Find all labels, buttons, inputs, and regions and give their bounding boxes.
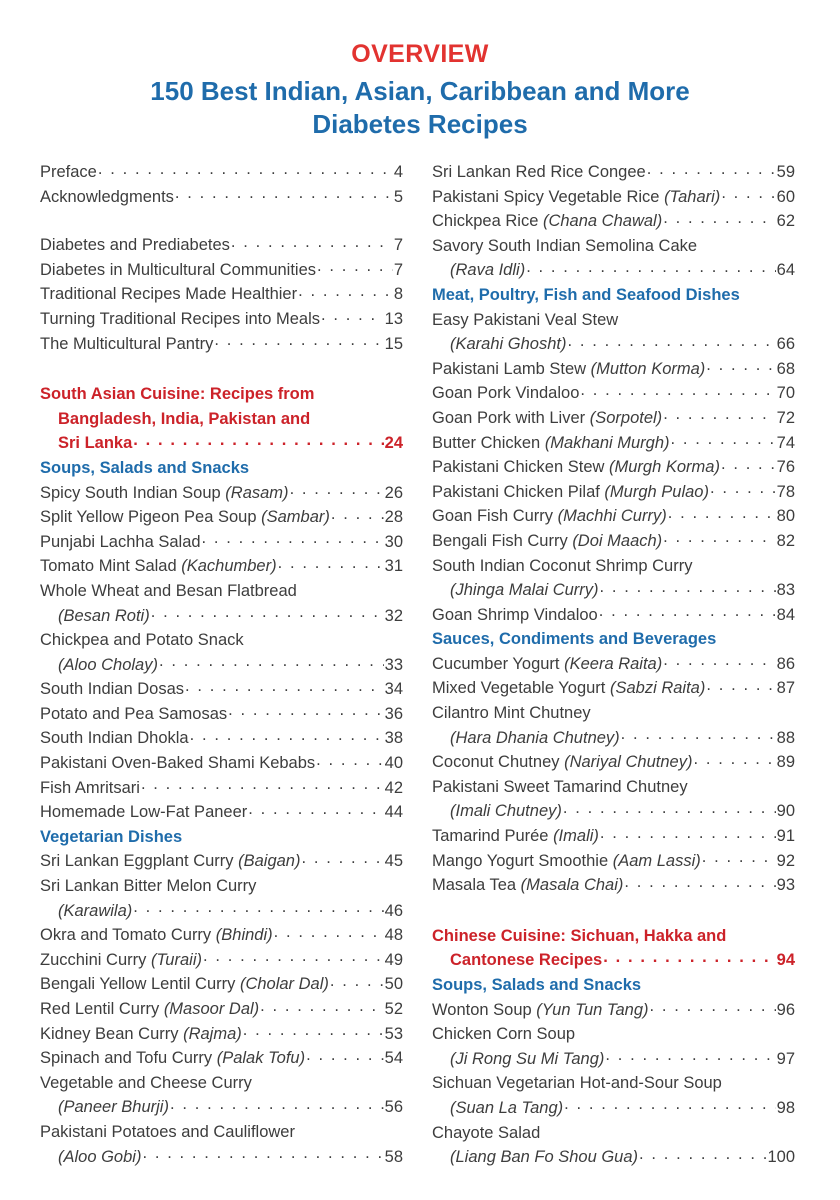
toc-entry-native-name: (Paneer Bhurji) xyxy=(58,1098,169,1117)
toc-entry[interactable] xyxy=(40,332,403,357)
toc-entry-continuation[interactable] xyxy=(432,1096,795,1121)
page-number: 49 xyxy=(384,950,403,969)
section-heading-chinese[interactable] xyxy=(432,924,795,973)
toc-entry-title: Goan Pork Vindaloo xyxy=(432,384,580,403)
toc-entry-title: Red Lentil Curry xyxy=(40,1000,164,1018)
leader-dots xyxy=(668,505,776,522)
toc-entry-title[interactable]: Chayote Salad xyxy=(432,1123,541,1142)
toc-entry[interactable] xyxy=(432,381,795,406)
toc-entry-continuation[interactable] xyxy=(40,604,403,629)
toc-entry-title: Tomato Mint Salad xyxy=(40,557,182,576)
page-number: 87 xyxy=(776,679,795,698)
toc-entry-native-name: (Masoor Dal) xyxy=(163,1000,260,1018)
page-number: 34 xyxy=(384,680,403,699)
leader-dots xyxy=(190,727,384,744)
leader-dots xyxy=(706,357,775,374)
toc-entry-title: Okra and Tomato Curry xyxy=(40,926,216,945)
toc-entry[interactable] xyxy=(432,873,795,898)
toc-entry-native-name: (Imali Chutney) xyxy=(450,802,562,821)
page-number: 96 xyxy=(776,1000,795,1019)
page-number: 59 xyxy=(776,163,795,181)
toc-entry[interactable] xyxy=(40,258,403,283)
leader-dots xyxy=(639,1146,766,1163)
page-number: 32 xyxy=(384,606,403,625)
leader-dots xyxy=(231,234,393,251)
toc-entry-continuation[interactable] xyxy=(40,1145,403,1170)
toc-entry[interactable] xyxy=(40,923,403,948)
leader-dots xyxy=(647,161,776,178)
leader-dots xyxy=(301,850,383,867)
toc-entry-native-name: (Nariyal Chutney) xyxy=(564,753,693,772)
toc-entry-title: Masala Tea xyxy=(432,876,521,895)
toc-entry-native-name: (Ji Rong Su Mi Tang) xyxy=(450,1049,605,1068)
leader-dots xyxy=(306,1047,384,1064)
spacer xyxy=(40,209,403,233)
leader-dots xyxy=(298,283,393,300)
toc-entry-title[interactable]: Savory South Indian Semolina Cake xyxy=(432,236,698,255)
toc-entry-native-name: (Jhinga Malai Curry) xyxy=(450,581,599,600)
toc-entry-native-name: (Sambar) xyxy=(261,508,330,527)
toc-entry-native-name: (Karahi Ghosht) xyxy=(450,335,567,354)
page-number: 90 xyxy=(776,802,795,821)
page-number: 58 xyxy=(384,1147,403,1166)
page-number: 7 xyxy=(393,260,403,279)
toc-entry-continuation[interactable] xyxy=(40,1095,403,1120)
leader-dots xyxy=(663,529,775,546)
toc-entry[interactable] xyxy=(40,505,403,530)
page-number: 7 xyxy=(393,236,403,255)
toc-entry-title: Tamarind Purée xyxy=(432,827,554,846)
toc-entry[interactable] xyxy=(40,776,403,801)
toc-entry-title[interactable]: Chicken Corn Soup xyxy=(432,1025,576,1044)
page-number: 50 xyxy=(384,975,403,994)
leader-dots xyxy=(710,480,776,497)
leader-dots xyxy=(663,406,775,423)
page-number: 45 xyxy=(384,852,403,871)
toc-entry[interactable] xyxy=(40,530,403,555)
toc-entry[interactable] xyxy=(40,800,403,825)
page-number: 13 xyxy=(384,309,403,328)
section-heading-chinese-tail-text: Cantonese Recipes xyxy=(450,951,603,970)
toc-entry-native-name: (Hara Dhania Chutney) xyxy=(450,728,620,747)
toc-entry-native-name: (Sorpotel) xyxy=(589,408,663,427)
page-number: 78 xyxy=(776,482,795,501)
toc-entry-native-name: (Palak Tofu) xyxy=(216,1049,306,1068)
leader-dots xyxy=(600,579,776,596)
leader-dots xyxy=(133,432,383,449)
page-number: 44 xyxy=(384,803,403,822)
page-number: 76 xyxy=(776,458,795,477)
toc-entry[interactable] xyxy=(432,824,795,849)
leader-dots xyxy=(274,924,384,941)
toc-entry-native-name: (Murgh Pulao) xyxy=(604,482,709,501)
page-number: 60 xyxy=(776,187,795,206)
page-number: 33 xyxy=(384,655,403,674)
toc-entry[interactable] xyxy=(432,750,795,775)
page-number: 28 xyxy=(384,508,403,527)
leader-dots xyxy=(317,258,393,275)
toc-entry-continuation[interactable] xyxy=(432,726,795,751)
toc-entry-title: Sri Lankan Red Rice Congee xyxy=(432,163,646,181)
toc-entry[interactable] xyxy=(40,233,403,258)
toc-entry-native-name: (Rava Idli) xyxy=(450,261,526,280)
leader-dots xyxy=(702,849,776,866)
page-number: 15 xyxy=(384,334,403,353)
leader-dots xyxy=(316,752,383,769)
page-number: 72 xyxy=(776,408,795,427)
page-number: 86 xyxy=(776,654,795,673)
toc-entry[interactable] xyxy=(432,406,795,431)
toc-entry-title: Split Yellow Pigeon Pea Soup xyxy=(40,508,262,527)
leader-dots xyxy=(141,776,384,793)
book-title-line-1: 150 Best Indian, Asian, Caribbean and More xyxy=(150,75,690,106)
subsection-heading-sauces-condiments-beverages: Sauces, Condiments and Beverages xyxy=(432,630,717,649)
spacer xyxy=(432,898,795,924)
toc-entry-continuation[interactable] xyxy=(40,899,403,924)
toc-entry[interactable] xyxy=(432,431,795,456)
toc-entry[interactable] xyxy=(40,849,403,874)
leader-dots xyxy=(663,210,775,227)
toc-entry[interactable] xyxy=(40,307,403,332)
toc-entry-native-name: (Murgh Korma) xyxy=(609,458,720,477)
section-heading-south-asian-tail-text: Sri Lanka xyxy=(58,434,133,453)
page-number: 38 xyxy=(384,729,403,748)
toc-entry[interactable] xyxy=(40,726,403,751)
page-number: 70 xyxy=(776,384,795,403)
toc-entry-title: Bengali Yellow Lentil Curry xyxy=(40,975,240,994)
leader-dots xyxy=(603,949,775,966)
toc-entry[interactable] xyxy=(432,504,795,529)
page-number: 54 xyxy=(384,1049,403,1068)
toc-entry-continuation[interactable] xyxy=(432,578,795,603)
toc-entry-continuation[interactable] xyxy=(432,332,795,357)
leader-dots xyxy=(214,332,383,349)
leader-dots xyxy=(170,1096,384,1113)
toc-entry-native-name: (Suan La Tang) xyxy=(450,1098,564,1117)
toc-entry-title: Wonton Soup xyxy=(432,1000,537,1019)
toc-entry-title[interactable]: Pakistani Potatoes and Cauliflower xyxy=(40,1122,295,1141)
page-number: 48 xyxy=(384,926,403,945)
leader-dots xyxy=(151,604,384,621)
leader-dots xyxy=(321,307,384,324)
page-title xyxy=(120,75,720,142)
toc-entry[interactable] xyxy=(40,282,403,307)
leader-dots xyxy=(278,555,384,572)
toc-entry-native-name: (Bhindi) xyxy=(215,926,273,945)
toc-entry[interactable] xyxy=(432,455,795,480)
leader-dots xyxy=(98,161,393,178)
toc-entry-native-name: (Tahari) xyxy=(664,187,721,206)
leader-dots xyxy=(185,678,384,695)
page-number: 74 xyxy=(776,433,795,452)
toc-entry-title: Acknowledgments xyxy=(40,187,174,206)
overview-kicker: OVERVIEW xyxy=(351,40,489,68)
toc-entry-native-name: (Aloo Cholay) xyxy=(58,655,158,674)
toc-entry-title[interactable]: Easy Pakistani Veal Stew xyxy=(432,310,619,329)
leader-dots xyxy=(203,948,384,965)
page-number: 92 xyxy=(776,851,795,870)
toc-entry-title[interactable]: Cilantro Mint Chutney xyxy=(432,704,591,723)
toc-entry-title[interactable]: Pakistani Sweet Tamarind Chutney xyxy=(432,777,688,796)
toc-entry-title: Goan Fish Curry xyxy=(432,507,558,526)
toc-entry-native-name: (Makhani Murgh) xyxy=(544,433,670,452)
toc-entry-native-name: (Imali) xyxy=(553,827,599,846)
toc-entry-native-name: (Rasam) xyxy=(225,483,289,502)
toc-entry-title: The Multicultural Pantry xyxy=(40,334,214,353)
toc-entry-title: Coconut Chutney xyxy=(432,753,565,772)
leader-dots xyxy=(175,185,393,202)
subsection-heading-meat-poultry-fish-seafood: Meat, Poultry, Fish and Seafood Dishes xyxy=(432,285,740,304)
leader-dots xyxy=(624,874,775,891)
toc-entry-title: Diabetes and Prediabetes xyxy=(40,236,230,255)
toc-entry-title: Pakistani Spicy Vegetable Rice xyxy=(432,187,665,206)
page-number: 80 xyxy=(776,507,795,526)
page-number: 100 xyxy=(767,1148,795,1167)
toc-entry-title[interactable]: Sichuan Vegetarian Hot-and-Sour Soup xyxy=(432,1074,722,1093)
toc-entry[interactable] xyxy=(432,209,795,234)
leader-dots xyxy=(133,899,383,916)
toc-entry-native-name: (Rajma) xyxy=(183,1024,242,1043)
leader-dots xyxy=(721,456,776,473)
page-number: 82 xyxy=(776,531,795,550)
toc-entry-title: Pakistani Chicken Pilaf xyxy=(432,482,605,501)
page-number: 94 xyxy=(776,951,795,970)
toc-entry-continuation[interactable] xyxy=(40,653,403,678)
toc-entry-title: Fish Amritsari xyxy=(40,778,140,797)
toc-entry[interactable] xyxy=(432,652,795,677)
toc-entry-title: Zucchini Curry xyxy=(40,950,151,969)
toc-entry-native-name: (Doi Maach) xyxy=(572,531,663,550)
toc-entry-title: Traditional Recipes Made Healthier xyxy=(40,285,298,304)
page-number: 24 xyxy=(384,434,403,453)
toc-entry[interactable] xyxy=(40,1022,403,1047)
toc-entry-native-name: (Cholar Dal) xyxy=(239,975,329,994)
subsection-heading-chinese-soups-salads-snacks: Soups, Salads and Snacks xyxy=(432,976,642,994)
toc-entry-native-name: (Sabzi Raita) xyxy=(609,679,706,698)
toc-entry-title[interactable]: Vegetable and Cheese Curry xyxy=(40,1073,252,1092)
section-heading-chinese-last-line xyxy=(432,948,795,973)
page-number: 84 xyxy=(776,605,795,624)
leader-dots xyxy=(600,825,776,842)
leader-dots xyxy=(564,1096,776,1113)
leader-dots xyxy=(721,185,775,202)
toc-entry-native-name: (Mutton Korma) xyxy=(590,359,706,378)
toc-entry-title: Butter Chicken xyxy=(432,433,545,452)
toc-entry[interactable] xyxy=(432,185,795,210)
toc-entry[interactable] xyxy=(40,554,403,579)
toc-entry-native-name: (Aam Lassi) xyxy=(612,851,701,870)
toc-entry-title: Potato and Pea Samosas xyxy=(40,704,228,723)
page-number: 8 xyxy=(393,285,403,304)
toc-entry[interactable] xyxy=(40,751,403,776)
toc-entry-native-name: (Baigan) xyxy=(238,852,301,871)
leader-dots xyxy=(599,603,776,620)
toc-entry[interactable] xyxy=(432,849,795,874)
section-heading-south-asian-last-line xyxy=(40,431,403,456)
toc-entry-title: Pakistani Lamb Stew xyxy=(432,359,591,378)
leader-dots xyxy=(605,1047,775,1064)
toc-entry-title: Spinach and Tofu Curry xyxy=(40,1049,217,1068)
toc-entry[interactable] xyxy=(432,480,795,505)
page-number: 4 xyxy=(393,163,403,181)
toc-entry[interactable] xyxy=(432,160,795,185)
subsection-heading-vegetarian-dishes: Vegetarian Dishes xyxy=(40,827,183,846)
section-heading-south-asian-line-2: Bangladesh, India, Pakistan and xyxy=(58,409,311,428)
toc-entry-title: Homemade Low-Fat Paneer xyxy=(40,803,248,822)
toc-entry-native-name: (Besan Roti) xyxy=(58,606,150,625)
leader-dots xyxy=(243,1022,384,1039)
page-header xyxy=(0,0,840,141)
leader-dots xyxy=(580,382,775,399)
subsection-heading-soups-salads-snacks: Soups, Salads and Snacks xyxy=(40,458,250,477)
toc-entry-native-name: (Aloo Gobi) xyxy=(58,1147,142,1166)
toc-left-column xyxy=(40,160,403,1170)
toc-entry-continuation[interactable] xyxy=(432,1047,795,1072)
toc-entry[interactable] xyxy=(432,357,795,382)
leader-dots xyxy=(228,702,384,719)
toc-columns xyxy=(0,160,840,1170)
toc-entry-native-name: (Liang Ban Fo Shou Gua) xyxy=(450,1148,639,1167)
leader-dots xyxy=(693,751,775,768)
toc-entry[interactable] xyxy=(40,481,403,506)
toc-entry-title: Kidney Bean Curry xyxy=(40,1024,184,1043)
toc-entry-title: Goan Shrimp Vindaloo xyxy=(432,605,598,624)
page-number: 83 xyxy=(776,581,795,600)
toc-entry-title[interactable]: Whole Wheat and Besan Flatbread xyxy=(40,581,297,600)
leader-dots xyxy=(142,1145,383,1162)
toc-entry-title: South Indian Dosas xyxy=(40,680,185,699)
toc-entry[interactable] xyxy=(40,1046,403,1071)
toc-entry-native-name: (Chana Chawal) xyxy=(542,212,663,231)
leader-dots xyxy=(330,973,384,990)
toc-entry-title[interactable]: Chickpea and Potato Snack xyxy=(40,631,244,650)
section-heading-chinese-line-1: Chinese Cuisine: Sichuan, Hakka and xyxy=(432,926,727,945)
toc-entry-title: Mango Yogurt Smoothie xyxy=(432,851,613,870)
page-number: 68 xyxy=(776,359,795,378)
page-number: 40 xyxy=(384,754,403,773)
toc-entry-title: Pakistani Chicken Stew xyxy=(432,458,609,477)
toc-entry-continuation[interactable] xyxy=(432,258,795,283)
toc-entry-title[interactable]: South Indian Coconut Shrimp Curry xyxy=(432,556,693,575)
leader-dots xyxy=(663,652,775,669)
page-number: 88 xyxy=(776,728,795,747)
toc-entry[interactable] xyxy=(40,948,403,973)
toc-entry-title: Goan Pork with Liver xyxy=(432,408,590,427)
toc-entry-title: Pakistani Oven-Baked Shami Kebabs xyxy=(40,754,316,773)
toc-entry-native-name: (Turaii) xyxy=(150,950,202,969)
toc-entry-title: Preface xyxy=(40,163,97,181)
page-number: 98 xyxy=(776,1098,795,1117)
toc-entry-title: Mixed Vegetable Yogurt xyxy=(432,679,610,698)
leader-dots xyxy=(706,677,775,694)
toc-entry-native-name: (Karawila) xyxy=(58,901,133,920)
page-number: 30 xyxy=(384,532,403,551)
toc-entry-title: South Indian Dhokla xyxy=(40,729,189,748)
toc-entry-continuation[interactable] xyxy=(432,1145,795,1170)
page-number: 52 xyxy=(384,1000,403,1018)
page-number: 66 xyxy=(776,335,795,354)
leader-dots xyxy=(650,998,776,1015)
page-number: 5 xyxy=(393,187,403,206)
toc-entry-title: Diabetes in Multicultural Communities xyxy=(40,260,317,279)
toc-entry-native-name: (Yun Tun Tang) xyxy=(536,1000,649,1019)
page-number: 42 xyxy=(384,778,403,797)
toc-entry-native-name: (Masala Chai) xyxy=(520,876,624,895)
toc-entry[interactable] xyxy=(432,529,795,554)
page-number: 62 xyxy=(776,212,795,231)
toc-entry-native-name: (Keera Raita) xyxy=(564,654,663,673)
toc-entry-title: Spicy South Indian Soup xyxy=(40,483,226,502)
toc-entry[interactable] xyxy=(432,998,795,1023)
toc-entry[interactable] xyxy=(40,185,403,210)
page-number: 97 xyxy=(776,1049,795,1068)
toc-entry[interactable] xyxy=(40,677,403,702)
page-number: 46 xyxy=(384,901,403,920)
leader-dots xyxy=(290,481,384,498)
toc-entry-title: Bengali Fish Curry xyxy=(432,531,573,550)
page-number: 91 xyxy=(776,827,795,846)
toc-entry[interactable] xyxy=(40,972,403,997)
toc-entry-native-name: (Kachumber) xyxy=(181,557,277,576)
leader-dots xyxy=(671,431,776,448)
page-number: 93 xyxy=(776,876,795,895)
page-number: 56 xyxy=(384,1098,403,1117)
page-number: 26 xyxy=(384,483,403,502)
page-number: 36 xyxy=(384,704,403,723)
leader-dots xyxy=(202,530,384,547)
toc-right-column xyxy=(432,160,795,1170)
page-number: 31 xyxy=(384,557,403,576)
toc-entry-title: Chickpea Rice xyxy=(432,212,543,231)
leader-dots xyxy=(331,506,384,523)
leader-dots xyxy=(526,259,775,276)
toc-entry[interactable] xyxy=(432,603,795,628)
leader-dots xyxy=(159,653,384,670)
page-number: 64 xyxy=(776,261,795,280)
page-number: 89 xyxy=(776,753,795,772)
toc-entry[interactable] xyxy=(432,676,795,701)
toc-entry[interactable] xyxy=(40,702,403,727)
section-heading-south-asian-line-1: South Asian Cuisine: Recipes from xyxy=(40,385,315,404)
book-title-line-2: Diabetes Recipes xyxy=(312,109,528,140)
page-number: 53 xyxy=(384,1024,403,1043)
leader-dots xyxy=(260,998,383,1015)
leader-dots xyxy=(248,801,383,818)
toc-entry[interactable] xyxy=(40,997,403,1022)
toc-entry-title: Turning Traditional Recipes into Meals xyxy=(40,309,321,328)
section-heading-south-asian[interactable] xyxy=(40,382,403,456)
spacer xyxy=(40,356,403,382)
toc-entry-title: Sri Lankan Eggplant Curry xyxy=(40,852,239,871)
leader-dots xyxy=(567,333,775,350)
leader-dots xyxy=(563,800,776,817)
toc-entry[interactable] xyxy=(40,160,403,185)
toc-entry-continuation[interactable] xyxy=(432,799,795,824)
toc-entry-title[interactable]: Sri Lankan Bitter Melon Curry xyxy=(40,877,257,896)
toc-entry-title: Punjabi Lachha Salad xyxy=(40,532,201,551)
leader-dots xyxy=(621,726,776,743)
toc-entry-native-name: (Machhi Curry) xyxy=(557,507,667,526)
toc-entry-title: Cucumber Yogurt xyxy=(432,654,565,673)
